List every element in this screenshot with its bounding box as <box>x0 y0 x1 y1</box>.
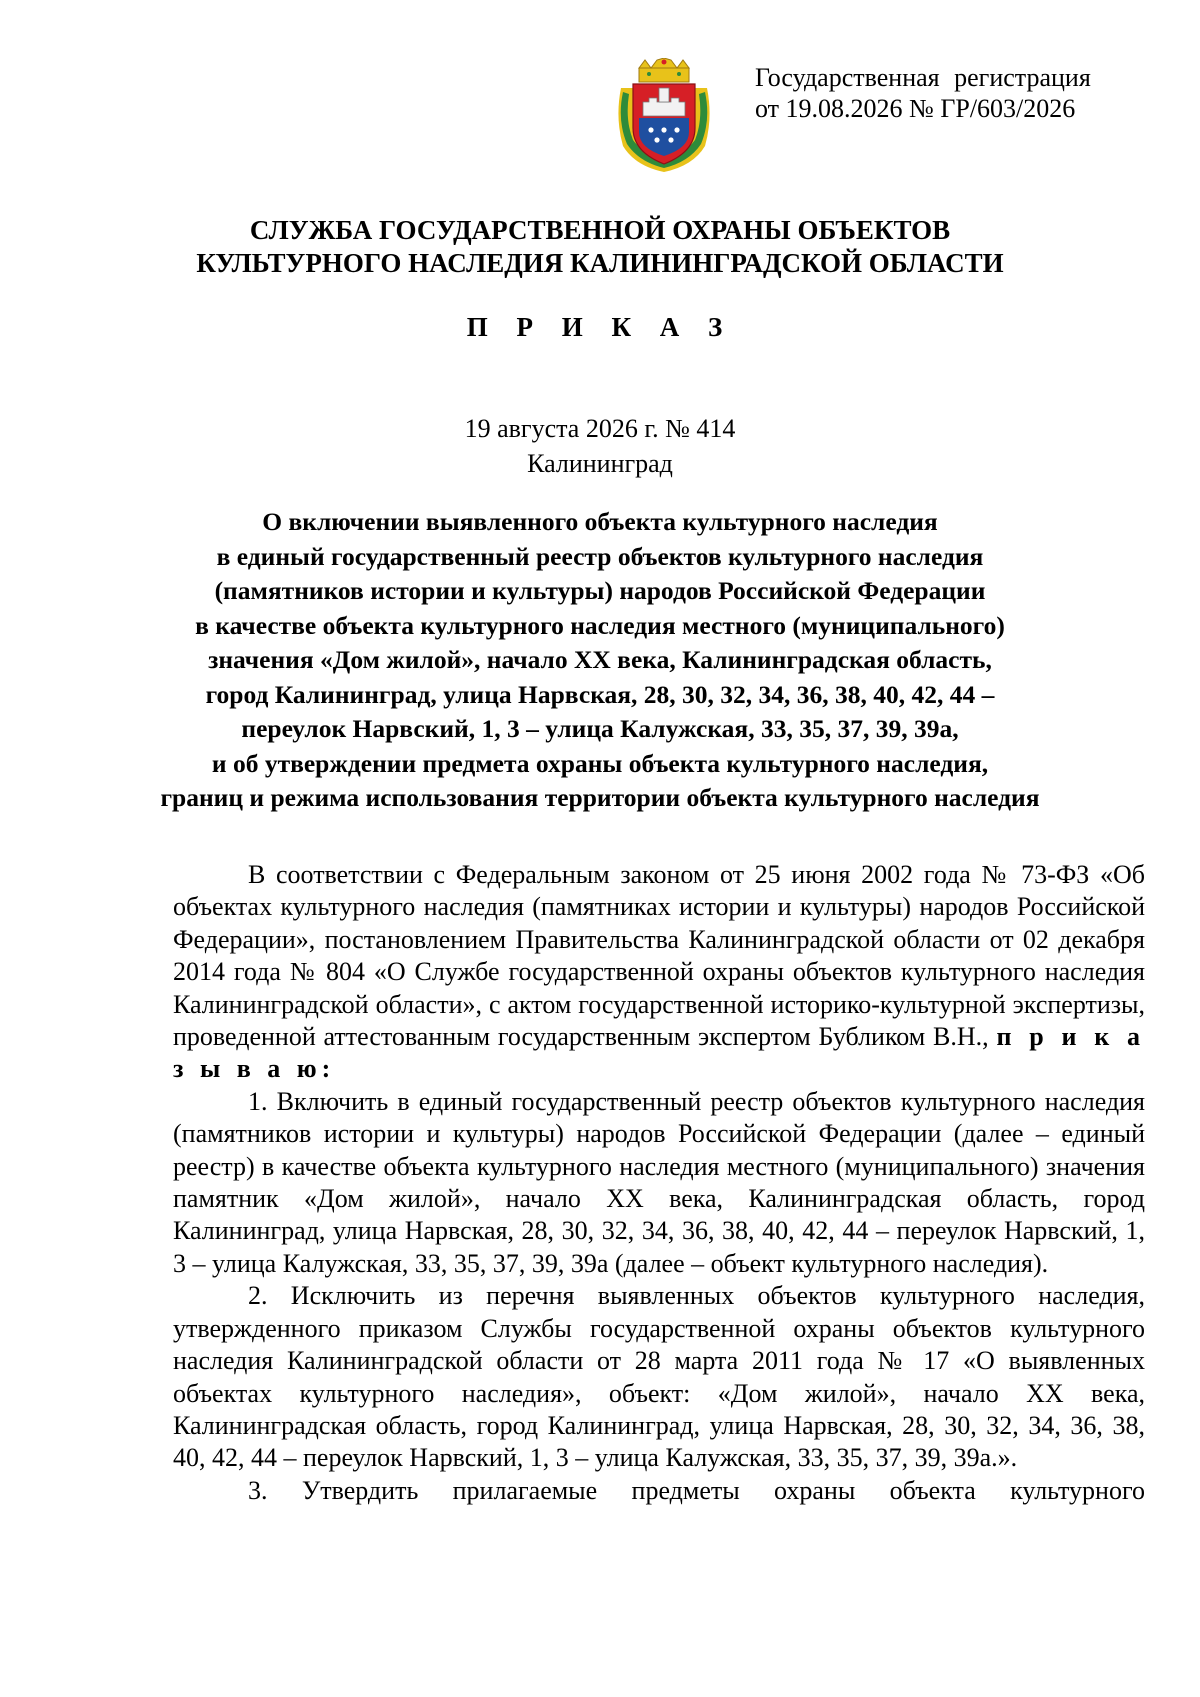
subject-line: О включении выявленного объекта культурного наследия <box>262 507 938 536</box>
subject-line: город Калининград, улица Нарвская, 28, 30, 32, 34, 36, 38, 40, 42, 44 – <box>205 679 995 709</box>
registration-line-2: от 19.08.2026 № ГР/603/2026 <box>755 94 1076 123</box>
subject-line: и об утверждении предмета охраны объекта культурного наследия, <box>211 748 989 778</box>
order-body <box>173 859 1145 1507</box>
organization-line-1: СЛУЖБА ГОСУДАРСТВЕННОЙ ОХРАНЫ ОБЪЕКТОВ <box>249 215 951 245</box>
date-number: 19 августа 2026 г. № 414 <box>464 414 736 443</box>
date-block <box>100 411 1100 481</box>
coat-of-arms-icon <box>613 58 715 174</box>
subject-line: значения «Дом жилой», начало XX века, Калининградская область, <box>208 645 992 674</box>
organization-line-2: КУЛЬТУРНОГО НАСЛЕДИЯ КАЛИНИНГРАДСКОЙ ОБЛАСТИ <box>196 248 1004 278</box>
subject-line: границ и режима использования территории объекта культурного наследия <box>160 783 1040 812</box>
order-word: п р и к а з ы в а ю: <box>173 1022 1146 1084</box>
city-name: Калининград <box>527 449 673 478</box>
preamble-text: В соответствии с Федеральным законом от 25 июня 2002 года № 73-ФЗ «Об объектах культурного наследия (памятниках истории и культуры) народов Российской Федерации», постановлением Правительства Калининградской области от 02 декабря 2014 года № 804 «О Службе государственной охраны объектов культурного наследия Калининградской области», с актом государственной историко-культурной экспертизы, проведенной аттестованным государственным экспертом Бубликом В.Н., <box>173 860 1145 1052</box>
document-type-title: П Р И К А З <box>466 312 734 342</box>
order-subject <box>130 505 1070 816</box>
subject-line: (памятников истории и культуры) народов Российской Федерации <box>214 576 986 605</box>
registration-line-1: Государственная регистрация <box>755 63 1091 92</box>
order-item-2: 2. Исключить из перечня выявленных объектов культурного наследия, утвержденного приказом Службы государственной охраны объектов культурного наследия Калининградской области от 28 марта 2011 года № 17 «О выявленных объектах культурного наследия», объект: «Дом жилой», начало XX века, Калининградская область, город Калининград, улица Нарвская, 28, 30, 32, 34, 36, 38, 40, 42, 44 – переулок Нарвский, 1, 3 – улица Калужская, 33, 35, 37, 39, 39а.». <box>173 1281 1145 1473</box>
order-item-1: 1. Включить в единый государственный реестр объектов культурного наследия (памятников истории и культуры) народов Российской Федерации (далее – единый реестр) в качестве объекта культурного наследия местного (муниципального) значения памятник «Дом жилой», начало XX века, Калининградская область, город Калининград, улица Нарвская, 28, 30, 32, 34, 36, 38, 40, 42, 44 – переулок Нарвский, 1, 3 – улица Калужская, 33, 35, 37, 39, 39а (далее – объект культурного наследия). <box>173 1086 1145 1278</box>
organization-heading <box>100 214 1100 280</box>
subject-line: в качестве объекта культурного наследия местного (муниципального) <box>195 610 1005 640</box>
preamble-paragraph <box>173 859 1145 1086</box>
subject-line: переулок Нарвский, 1, 3 – улица Калужская, 33, 35, 37, 39, 39а, <box>241 714 959 743</box>
registration-note <box>755 62 1091 124</box>
order-item-3: 3. Утвердить прилагаемые предметы охраны объекта культурного <box>248 1475 1145 1505</box>
subject-line: в единый государственный реестр объектов культурного наследия <box>216 541 984 571</box>
